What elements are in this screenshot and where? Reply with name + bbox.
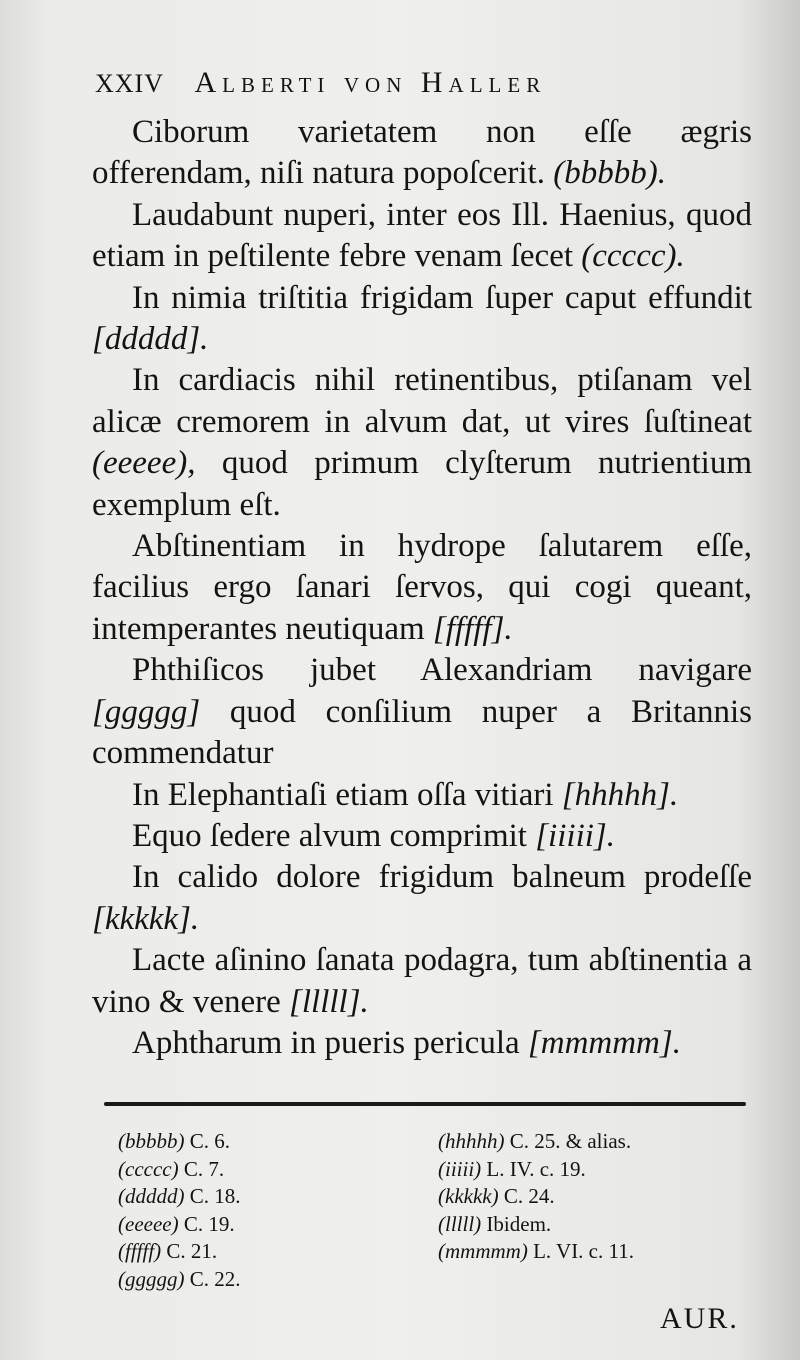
paragraph-text: Abſtinentiam in hydrope ſalutarem eſſe, facilius ergo ſanari ſervos, qui cogi queant, intemperantes neutiquam xyxy=(92,528,752,647)
page-header xyxy=(95,66,735,100)
footnote-reference: [hhhhh]. xyxy=(561,776,679,813)
footnote xyxy=(118,1211,418,1239)
paragraph-text: quod conſilium nuper a Britannis commendatur xyxy=(92,693,752,772)
paragraph-text: In nimia triſtitia frigidam ſuper caput effundit xyxy=(132,279,752,316)
footnote-mark: (kkkkk) xyxy=(438,1184,499,1208)
body-text xyxy=(92,112,752,1064)
footnote-citation: C. 21. xyxy=(166,1239,218,1263)
footnote-citation: C. 18. xyxy=(189,1184,241,1208)
footnote-reference: [ddddd]. xyxy=(92,321,209,358)
footnote-mark: (ddddd) xyxy=(118,1184,185,1208)
footnote-reference: [lllll]. xyxy=(289,983,369,1020)
footnote-mark: (ccccc) xyxy=(118,1156,179,1181)
footnote xyxy=(438,1156,748,1184)
catchword: AUR. xyxy=(660,1302,739,1335)
footnote-citation: L. IV. c. 19. xyxy=(486,1156,586,1181)
footnote xyxy=(438,1211,748,1239)
footnote-divider xyxy=(104,1102,746,1106)
paragraph xyxy=(92,278,752,361)
paragraph xyxy=(92,112,752,195)
footnote-citation: C. 19. xyxy=(183,1211,235,1236)
footnote xyxy=(118,1238,418,1266)
footnote-mark: (fffff) xyxy=(118,1239,162,1263)
paragraph xyxy=(92,940,752,1023)
footnote-mark: (mmmmm) xyxy=(438,1239,528,1263)
footnote-citation: C. 7. xyxy=(183,1156,225,1181)
paragraph xyxy=(92,526,752,650)
page-number: XXIV xyxy=(95,69,164,98)
paragraph xyxy=(92,195,752,278)
paragraph-text: In calido dolore frigidum balneum prodeſſe xyxy=(132,859,752,896)
footnote xyxy=(118,1156,418,1184)
footnotes-left-column xyxy=(118,1128,418,1293)
paragraph-text: In Elephantiaſi etiam oſſa vitiari xyxy=(132,776,562,813)
footnote-reference: [kkkkk]. xyxy=(92,900,200,937)
footnote-mark: (iiiii) xyxy=(438,1156,482,1181)
footnote-reference: [ggggg] xyxy=(92,693,201,730)
paragraph-text: Phthiſicos jubet Alexandriam navigare xyxy=(132,652,752,689)
footnote-reference: [iiiii]. xyxy=(535,817,615,854)
paragraph-text: Lacte aſinino ſanata podagra, tum abſtinentia a vino & venere xyxy=(92,942,752,1020)
footnote-mark: (ggggg) xyxy=(118,1266,185,1291)
footnote-citation: L. VI. c. 11. xyxy=(533,1239,634,1263)
footnote xyxy=(438,1238,748,1266)
footnote xyxy=(438,1183,748,1211)
paragraph xyxy=(92,816,752,857)
footnote-mark: (eeeee) xyxy=(118,1211,179,1236)
footnote-citation: C. 6. xyxy=(189,1129,231,1153)
footnote-mark: (bbbbb) xyxy=(118,1129,185,1153)
paragraph-text: quod primum clyſterum nutrientium exemplum eſt. xyxy=(92,445,752,523)
paragraph-text: Ciborum varietatem non eſſe ægris offerendam, niſi natura popoſcerit. xyxy=(92,114,752,192)
footnote-mark: (lllll) xyxy=(438,1211,482,1236)
footnote-reference: (ccccc). xyxy=(581,238,685,275)
paragraph xyxy=(92,360,752,526)
footnotes-right-column xyxy=(438,1128,748,1266)
footnote xyxy=(118,1128,418,1156)
paragraph xyxy=(92,775,752,816)
paragraph xyxy=(92,857,752,940)
footnote-reference: [mmmmm]. xyxy=(527,1024,681,1061)
paragraph-text: In cardiacis nihil retinentibus, ptiſanam vel alicæ cremorem in alvum dat, ut vires ſuſtineat xyxy=(92,362,752,440)
footnote-citation: C. 22. xyxy=(189,1266,241,1291)
footnote-reference: (bbbbb). xyxy=(553,155,666,192)
paragraph-text: Laudabunt nuperi, inter eos Ill. Haenius, quod etiam in peſtilente febre venam ſecet xyxy=(92,196,752,275)
footnote-mark: (hhhhh) xyxy=(438,1129,505,1153)
paragraph-text: Aphtharum in pueris pericula xyxy=(132,1024,528,1061)
paragraph-text: Equo ſedere alvum comprimit xyxy=(132,817,536,854)
footnote-citation: C. 24. xyxy=(503,1184,555,1208)
footnote-citation: Ibidem. xyxy=(486,1211,552,1236)
footnote xyxy=(118,1266,418,1294)
footnote-reference: (eeeee), xyxy=(92,445,196,482)
footnote xyxy=(438,1128,748,1156)
paragraph xyxy=(92,1023,752,1064)
footnote-reference: [fffff]. xyxy=(432,610,513,647)
running-title: Alberti von Haller xyxy=(194,66,547,99)
footnote xyxy=(118,1183,418,1211)
paragraph xyxy=(92,650,752,774)
footnote-citation: C. 25. & alias. xyxy=(509,1129,632,1153)
